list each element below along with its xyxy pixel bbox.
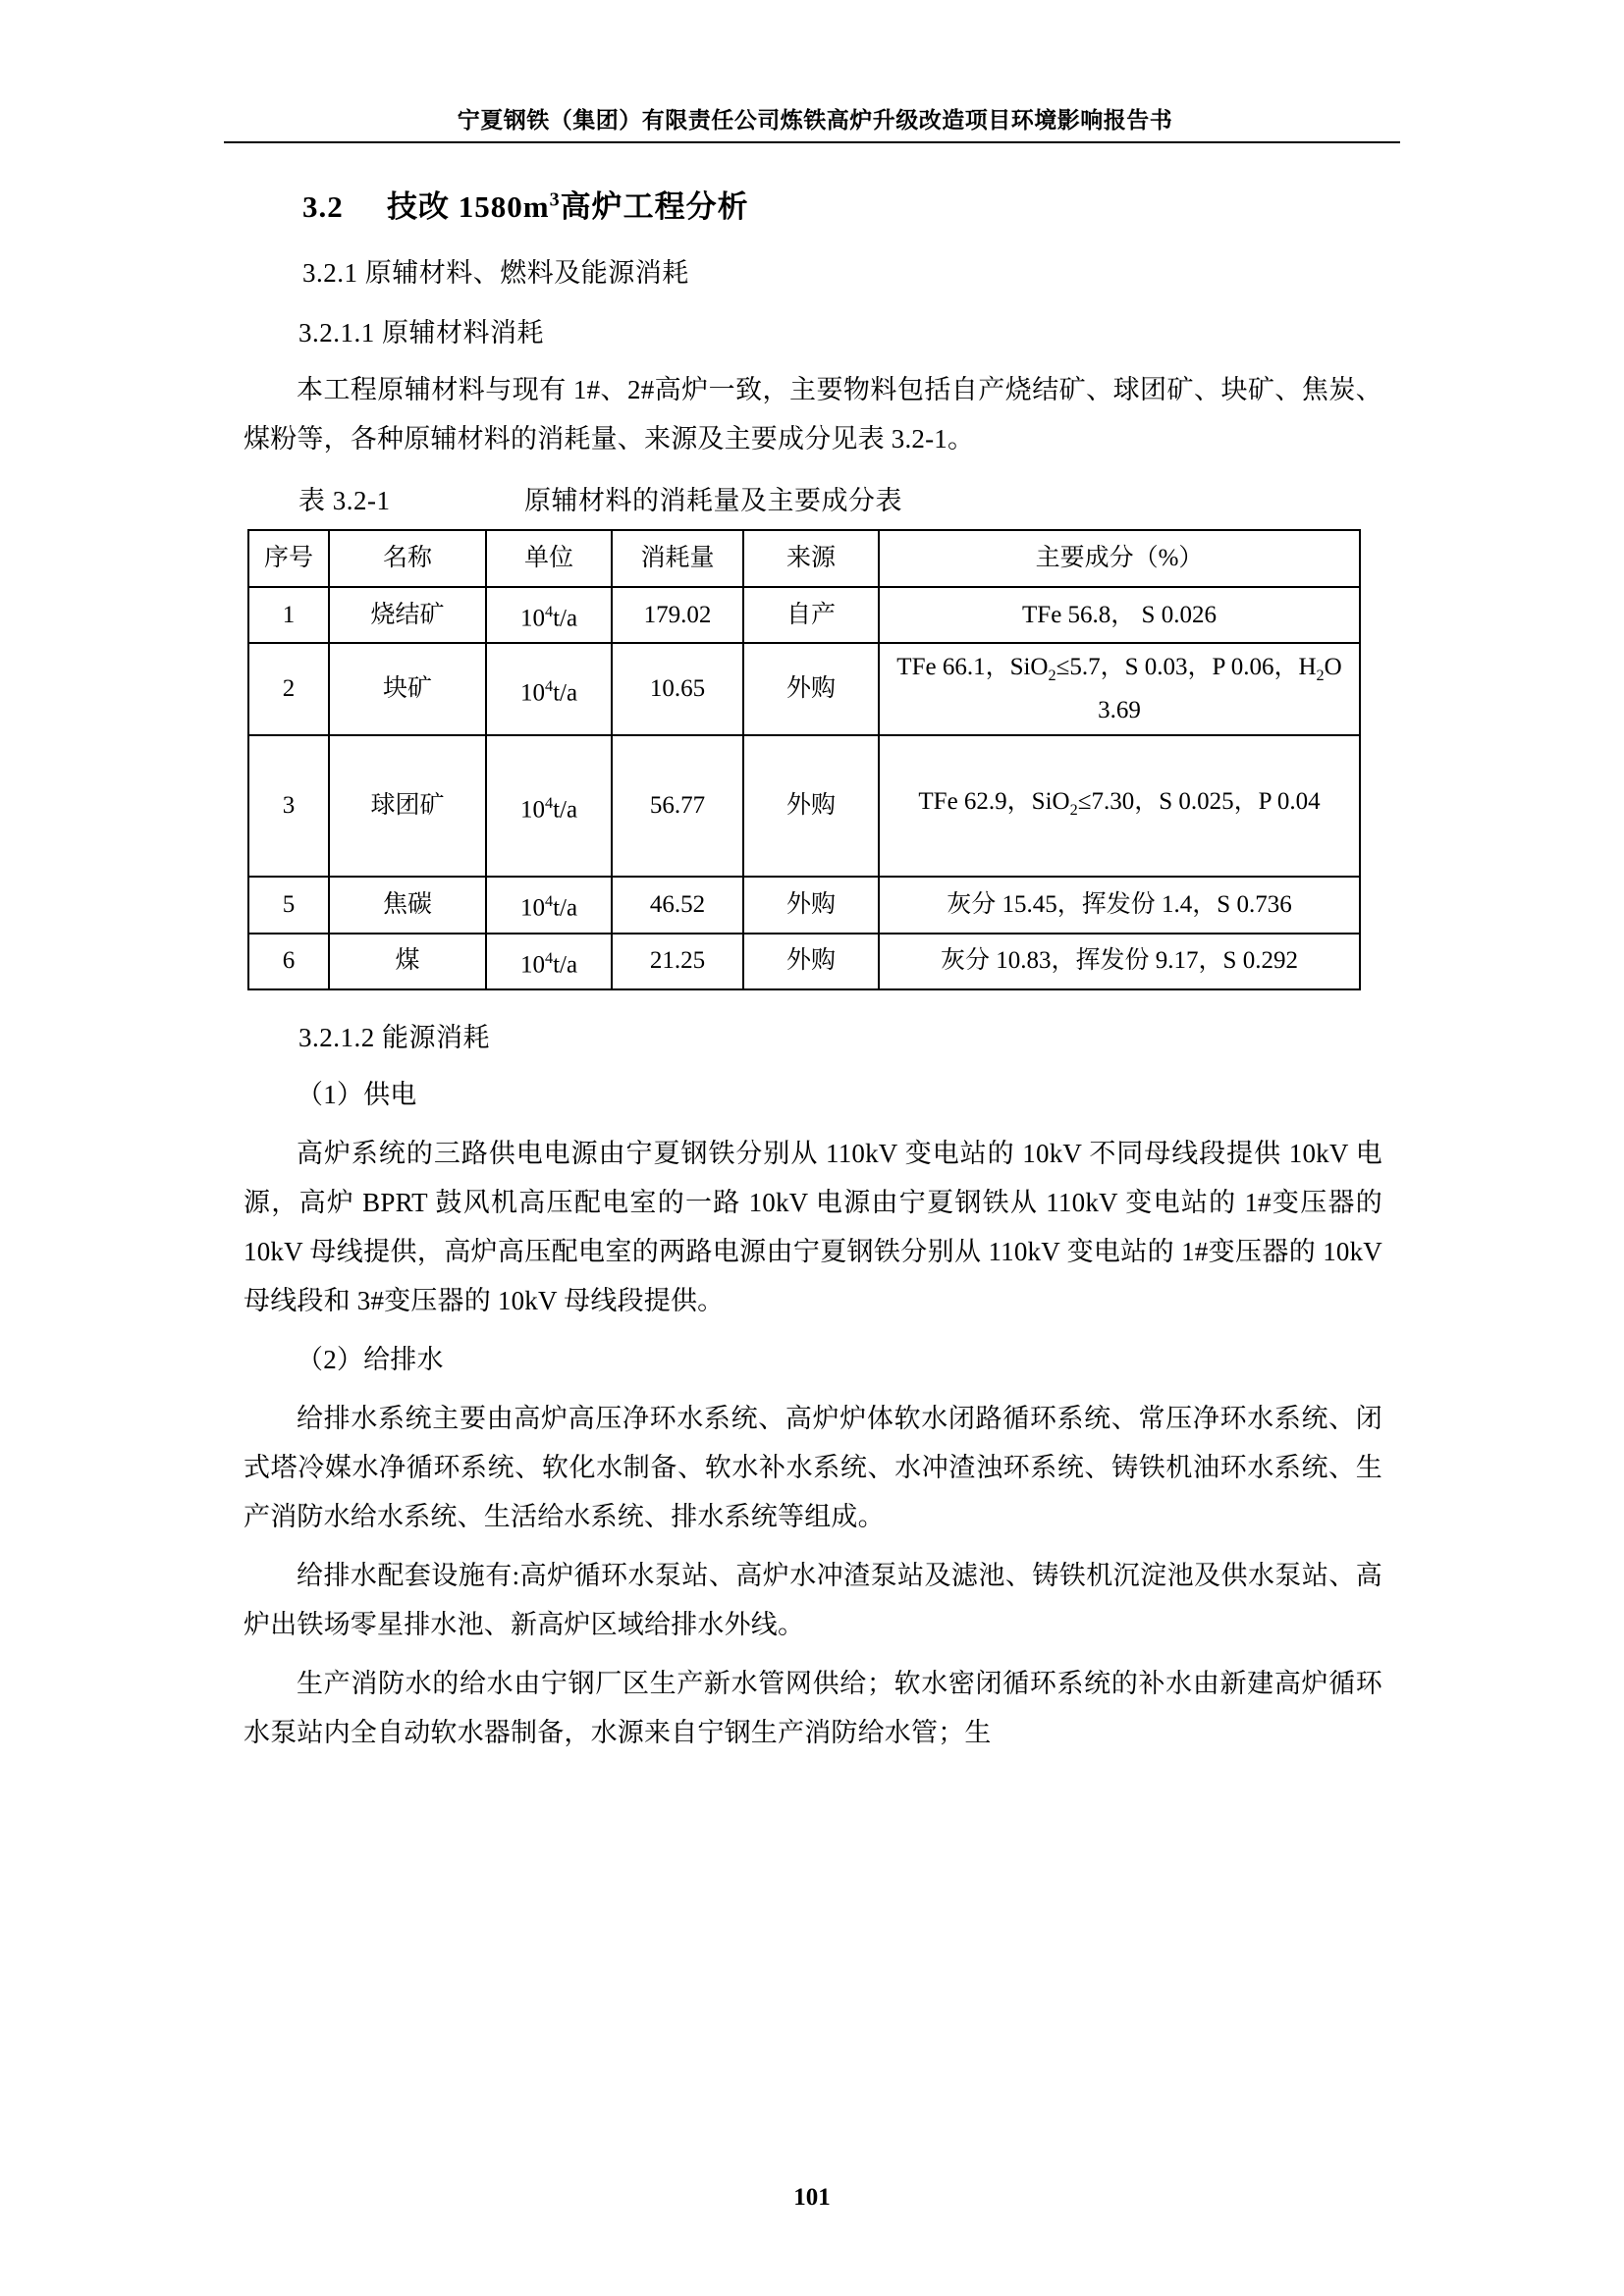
unit-exponent: 4 — [544, 793, 554, 812]
unit-tail: t/a — [553, 894, 578, 922]
col-header-composition: 主要成分（%） — [879, 530, 1360, 587]
table-caption-title: 原辅材料的消耗量及主要成分表 — [524, 486, 902, 515]
table-row — [248, 643, 1360, 735]
col-header-source: 来源 — [743, 530, 879, 587]
cell-name: 烧结矿 — [329, 587, 486, 643]
cell-unit — [486, 934, 612, 989]
unit-exponent: 4 — [544, 892, 554, 911]
header-divider — [224, 141, 1400, 143]
materials-table — [247, 529, 1361, 990]
running-header: 宁夏钢铁（集团）有限责任公司炼铁高炉升级改造项目环境影响报告书 — [457, 108, 1173, 133]
table-row — [248, 735, 1360, 877]
section-heading — [244, 182, 1382, 226]
table-caption-label: 表 3.2-1 — [298, 486, 391, 515]
table-row — [248, 587, 1360, 643]
cell-composition: 灰分 10.83，挥发份 9.17，S 0.292 — [879, 934, 1360, 989]
unit-base: 10 — [519, 950, 545, 978]
subsubsection-heading-1-2: 3.2.1.2 能源消耗 — [298, 1022, 490, 1052]
subsection-heading-1: 3.2.1 原辅材料、燃料及能源消耗 — [302, 258, 689, 288]
cell-amount: 21.25 — [612, 934, 743, 989]
paragraph-water-system: 给排水系统主要由高炉高压净环水系统、高炉炉体软水闭路循环系统、常压净环水系统、闭式塔冷媒水净循环系统、软化水制备、软水补水系统、水冲渣浊环系统、铸铁机油环水系统、生产消防水给水系统、生活给水系统、排水系统等组成。 — [244, 1403, 1382, 1531]
page-content — [244, 182, 1382, 1767]
cell-no: 3 — [248, 735, 329, 877]
unit-exponent: 4 — [544, 603, 554, 620]
table-caption — [244, 479, 1382, 517]
cell-no: 6 — [248, 934, 329, 989]
cell-unit — [486, 735, 612, 877]
section-title-pre: 技改 1580m — [387, 189, 550, 224]
cell-composition: TFe 66.1，SiO$_2$≤5.7，S 0.03，P 0.06，$H_2O$ 3.69 — [879, 643, 1360, 735]
cell-name: 球团矿 — [329, 735, 486, 877]
cell-unit — [486, 587, 612, 643]
table-header-row — [248, 530, 1360, 587]
cell-name: 块矿 — [329, 643, 486, 735]
cell-unit — [486, 643, 612, 735]
table-row — [248, 877, 1360, 933]
unit-tail: t/a — [553, 678, 578, 706]
page-number: 101 — [793, 2184, 831, 2211]
unit-exponent: 4 — [544, 676, 554, 695]
section-title-post: 高炉工程分析 — [560, 189, 749, 224]
col-header-no: 序号 — [248, 530, 329, 587]
cell-source: 自产 — [743, 587, 879, 643]
cell-amount: 179.02 — [612, 587, 743, 643]
spacer — [244, 990, 1382, 1016]
cell-source: 外购 — [743, 735, 879, 877]
cell-composition: TFe 56.8， S 0.026 — [879, 587, 1360, 643]
cell-source: 外购 — [743, 934, 879, 989]
cell-no: 1 — [248, 587, 329, 643]
unit-base: 10 — [519, 795, 545, 823]
paragraph-water-facilities: 给排水配套设施有:高炉循环水泵站、高炉水冲渣泵站及滤池、铸铁机沉淀池及供水泵站、高炉出铁场零星排水池、新高炉区域给排水外线。 — [244, 1560, 1382, 1639]
cell-no: 5 — [248, 877, 329, 933]
col-header-amount: 消耗量 — [612, 530, 743, 587]
unit-exponent: 4 — [544, 948, 554, 967]
col-header-name: 名称 — [329, 530, 486, 587]
subsubsection-heading-1-1: 3.2.1.1 原辅材料消耗 — [298, 318, 544, 347]
cell-unit — [486, 877, 612, 933]
list-item-power: （1）供电 — [297, 1079, 417, 1109]
cell-amount: 10.65 — [612, 643, 743, 735]
paragraph-power-supply: 高炉系统的三路供电电源由宁夏钢铁分别从 110kV 变电站的 10kV 不同母线段提供 10kV 电源，高炉 BPRT 鼓风机高压配电室的一路 10kV 电源由宁夏钢铁从 110kV 变电站的 1#变压器的 10kV 母线提供，高炉高压配电室的两路电源由宁夏钢铁分别从 110kV 变电站的 1#变压器的 10kV 母线段和 3#变压器的 10kV 母线段提供。 — [244, 1138, 1382, 1315]
cell-composition: TFe 62.9，SiO$_2$≤7.30，S 0.025，P 0.04 — [879, 735, 1360, 877]
unit-base: 10 — [519, 605, 545, 632]
cell-amount: 56.77 — [612, 735, 743, 877]
paragraph-materials: 本工程原辅材料与现有 1#、2#高炉一致，主要物料包括自产烧结矿、球团矿、块矿、焦炭、煤粉等，各种原辅材料的消耗量、来源及主要成分见表 3.2-1。 — [244, 375, 1382, 454]
section-number: 3.2 — [302, 189, 344, 224]
cell-source: 外购 — [743, 877, 879, 933]
paragraph-fire-water: 生产消防水的给水由宁钢厂区生产新水管网供给；软水密闭循环系统的补水由新建高炉循环水泵站内全自动软水器制备，水源来自宁钢生产消防给水管；生 — [244, 1668, 1382, 1747]
cell-composition: 灰分 15.45，挥发份 1.4，S 0.736 — [879, 877, 1360, 933]
cell-name: 煤 — [329, 934, 486, 989]
table-row — [248, 934, 1360, 989]
unit-base: 10 — [519, 678, 545, 706]
col-header-unit: 单位 — [486, 530, 612, 587]
unit-tail: t/a — [553, 795, 578, 823]
section-title-sup: 3 — [549, 188, 561, 211]
unit-tail: t/a — [553, 950, 578, 978]
cell-name: 焦碳 — [329, 877, 486, 933]
cell-amount: 46.52 — [612, 877, 743, 933]
unit-base: 10 — [519, 894, 545, 922]
cell-source: 外购 — [743, 643, 879, 735]
unit-tail: t/a — [553, 605, 578, 632]
list-item-water: （2）给排水 — [297, 1344, 444, 1374]
cell-no: 2 — [248, 643, 329, 735]
